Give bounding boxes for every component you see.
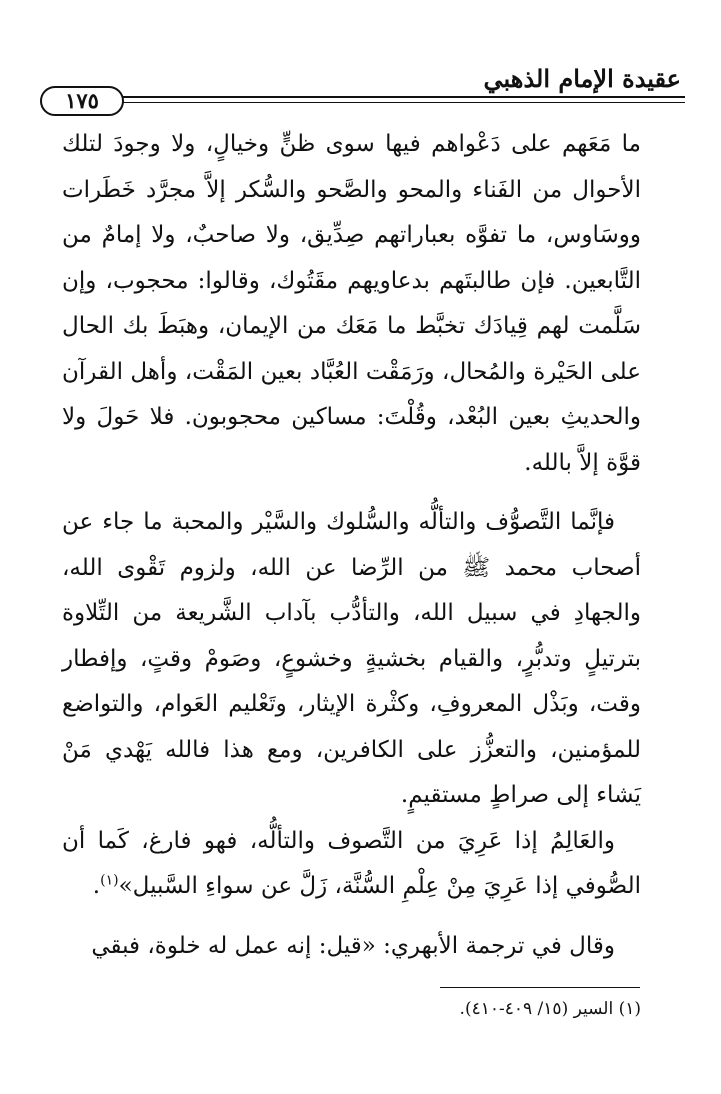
main-text (62, 122, 641, 969)
paragraph-3 (62, 819, 641, 910)
paragraph-3-text: والعَالِمُ إذا عَرِيَ من التَّصوف والتألُّه، فهو فارغ، كَما أن الصُّوفي إذا عَرِيَ مِنْ عِلْمِ السُّنَّة، زَلَّ عن سواءِ السَّبيل» (62, 827, 641, 899)
paragraph-2: فإنَّما التَّصوُّف والتألُّه والسُّلوك والسَّيْر والمحبة ما جاء عن أصحاب محمد ﷺ من الرِّضا عن الله، ولزوم تَقْوى الله، والجهادِ في سبيل الله، والتأدُّب بآداب الشَّريعة من التِّلاوة بترتيلٍ وتدبُّرٍ، والقيام بخشيةٍ وخشوعٍ، وصَومْ وقتٍ، وإفطار وقت، وبَذْل المعروفِ، وكثْرة الإيثار، وتَعْليم العَوام، والتواضع للمؤمنين، والتعزُّز على الكافرين، ومع هذا فالله يَهْدي مَنْ يَشاء إلى صراطٍ مستقيمٍ. (62, 509, 641, 808)
paragraph-3-end: . (92, 873, 101, 899)
running-title: عقيدة الإمام الذهبي (483, 64, 681, 93)
footnote: (١) السير (١٥/ ٤٠٩-٤١٠). (459, 999, 641, 1019)
footnote-separator (440, 987, 640, 988)
paragraph-4: وقال في ترجمة الأبهري: «قيل: إنه عمل له خلوة، فبقي (91, 932, 615, 959)
page-number: ١٧٥ (40, 86, 124, 116)
header-rule-thin (122, 102, 685, 103)
paragraph-1: ما مَعَهم على دَعْواهم فيها سوى ظنٍّ وخيالٍ، ولا وجودَ لتلك الأحوال من الفَناء والمحو والصَّحو والسُّكر إلاَّ مجرَّد خَطَرات ووسَاوس، ما تفوَّه بعباراتهم صِدِّيق، ولا صاحبٌ، ولا إمامٌ من التَّابعين. فإن طالبتَهم بدعاويهم مقَتُوك، وقالوا: محجوب، وإن سَلَّمت لهم قِيادَك تخبَّط ما مَعَك من الإيمان، وهبَطَ بك الحال على الحَيْرة والمُحال، ورَمَقْت العُبَّاد بعين المَقْت، وأهل القرآن والحديثِ بعين البُعْد، وقُلْتَ: مساكين محجوبون. فلا حَولَ ولا قوَّة إلاَّ بالله. (62, 131, 641, 476)
footnote-reference: (١) (100, 872, 119, 889)
header-rule-thick (122, 96, 685, 98)
page-header (40, 62, 685, 113)
